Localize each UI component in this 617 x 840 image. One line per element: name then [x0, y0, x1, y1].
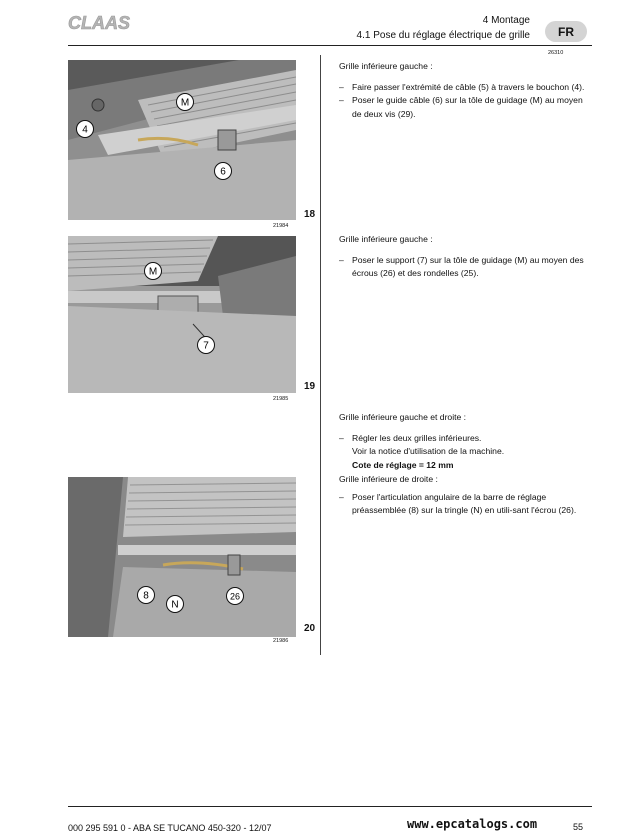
figure-number: 18 [304, 209, 316, 220]
part-number: 000 295 591 0 - ABA SE TUCANO 450-320 - 12/07 [68, 823, 272, 833]
callout-6-fig18 [213, 161, 233, 186]
callout-m-fig19 [143, 261, 163, 286]
chapter-title: 4 Montage [482, 15, 530, 26]
callout-m-fig18 [175, 92, 195, 117]
instruction-step: – Poser l'articulation angulaire de la barre de réglage préassemblée (8) sur la tringle (N) en utili-sant l'écrou (26). [339, 491, 577, 515]
instruction-block [339, 411, 589, 472]
instruction-step: – Poser le support (7) sur la tôle de guidage (M) au moyen des écrous (26) et des rondelles (25). [339, 254, 584, 278]
instruction-step: – Régler les deux grilles inférieures. [339, 432, 482, 443]
image-code: 21985 [273, 396, 289, 402]
svg-text:M: M [180, 97, 190, 109]
svg-text:4: 4 [82, 124, 88, 136]
instruction-title: Grille inférieure gauche : [339, 234, 433, 244]
image-code: 21986 [273, 638, 289, 644]
callout-26-fig20 [225, 586, 245, 611]
svg-text:26: 26 [229, 591, 241, 602]
svg-text:7: 7 [203, 340, 209, 352]
instruction-note: Voir la notice d'utilisation de la machine. [352, 446, 505, 456]
figure-19-photo [68, 236, 296, 393]
image-code: 21984 [273, 223, 289, 229]
claas-logo [68, 12, 148, 34]
instruction-block [339, 60, 589, 121]
svg-text:N: N [171, 599, 179, 611]
svg-text:CLAAS: CLAAS [68, 13, 130, 33]
callout-n-fig20 [165, 594, 185, 619]
instruction-block [339, 473, 589, 518]
svg-text:6: 6 [220, 166, 226, 178]
header-rule [68, 45, 592, 46]
figure-number: 19 [304, 381, 316, 392]
instruction-step: – Poser le guide câble (6) sur la tôle de guidage (M) au moyen de deux vis (29). [339, 95, 583, 119]
instruction-title: Grille inférieure gauche et droite : [339, 412, 467, 422]
page-number: 55 [573, 822, 584, 832]
figure-number: 20 [304, 623, 316, 634]
section-title: 4.1 Pose du réglage électrique de grille [356, 30, 530, 41]
language-badge: FR [545, 21, 587, 42]
instruction-block [339, 233, 589, 281]
document-code: 26310 [548, 50, 564, 56]
callout-4-fig18 [75, 119, 95, 144]
setting-value: Cote de réglage = 12 mm [352, 459, 454, 470]
instruction-title: Grille inférieure gauche : [339, 61, 433, 71]
callout-8-fig20 [136, 585, 156, 610]
instruction-step: – Faire passer l'extrémité de câble (5) à travers le bouchon (4). [339, 81, 585, 92]
column-divider [320, 55, 321, 655]
svg-text:M: M [148, 266, 158, 278]
footer-rule [68, 806, 592, 807]
watermark-link[interactable]: www.epcatalogs.com [407, 817, 538, 831]
callout-7-fig19 [196, 335, 216, 360]
instruction-title: Grille inférieure de droite : [339, 474, 438, 484]
figure-18-photo [68, 60, 296, 220]
svg-text:8: 8 [143, 590, 149, 602]
